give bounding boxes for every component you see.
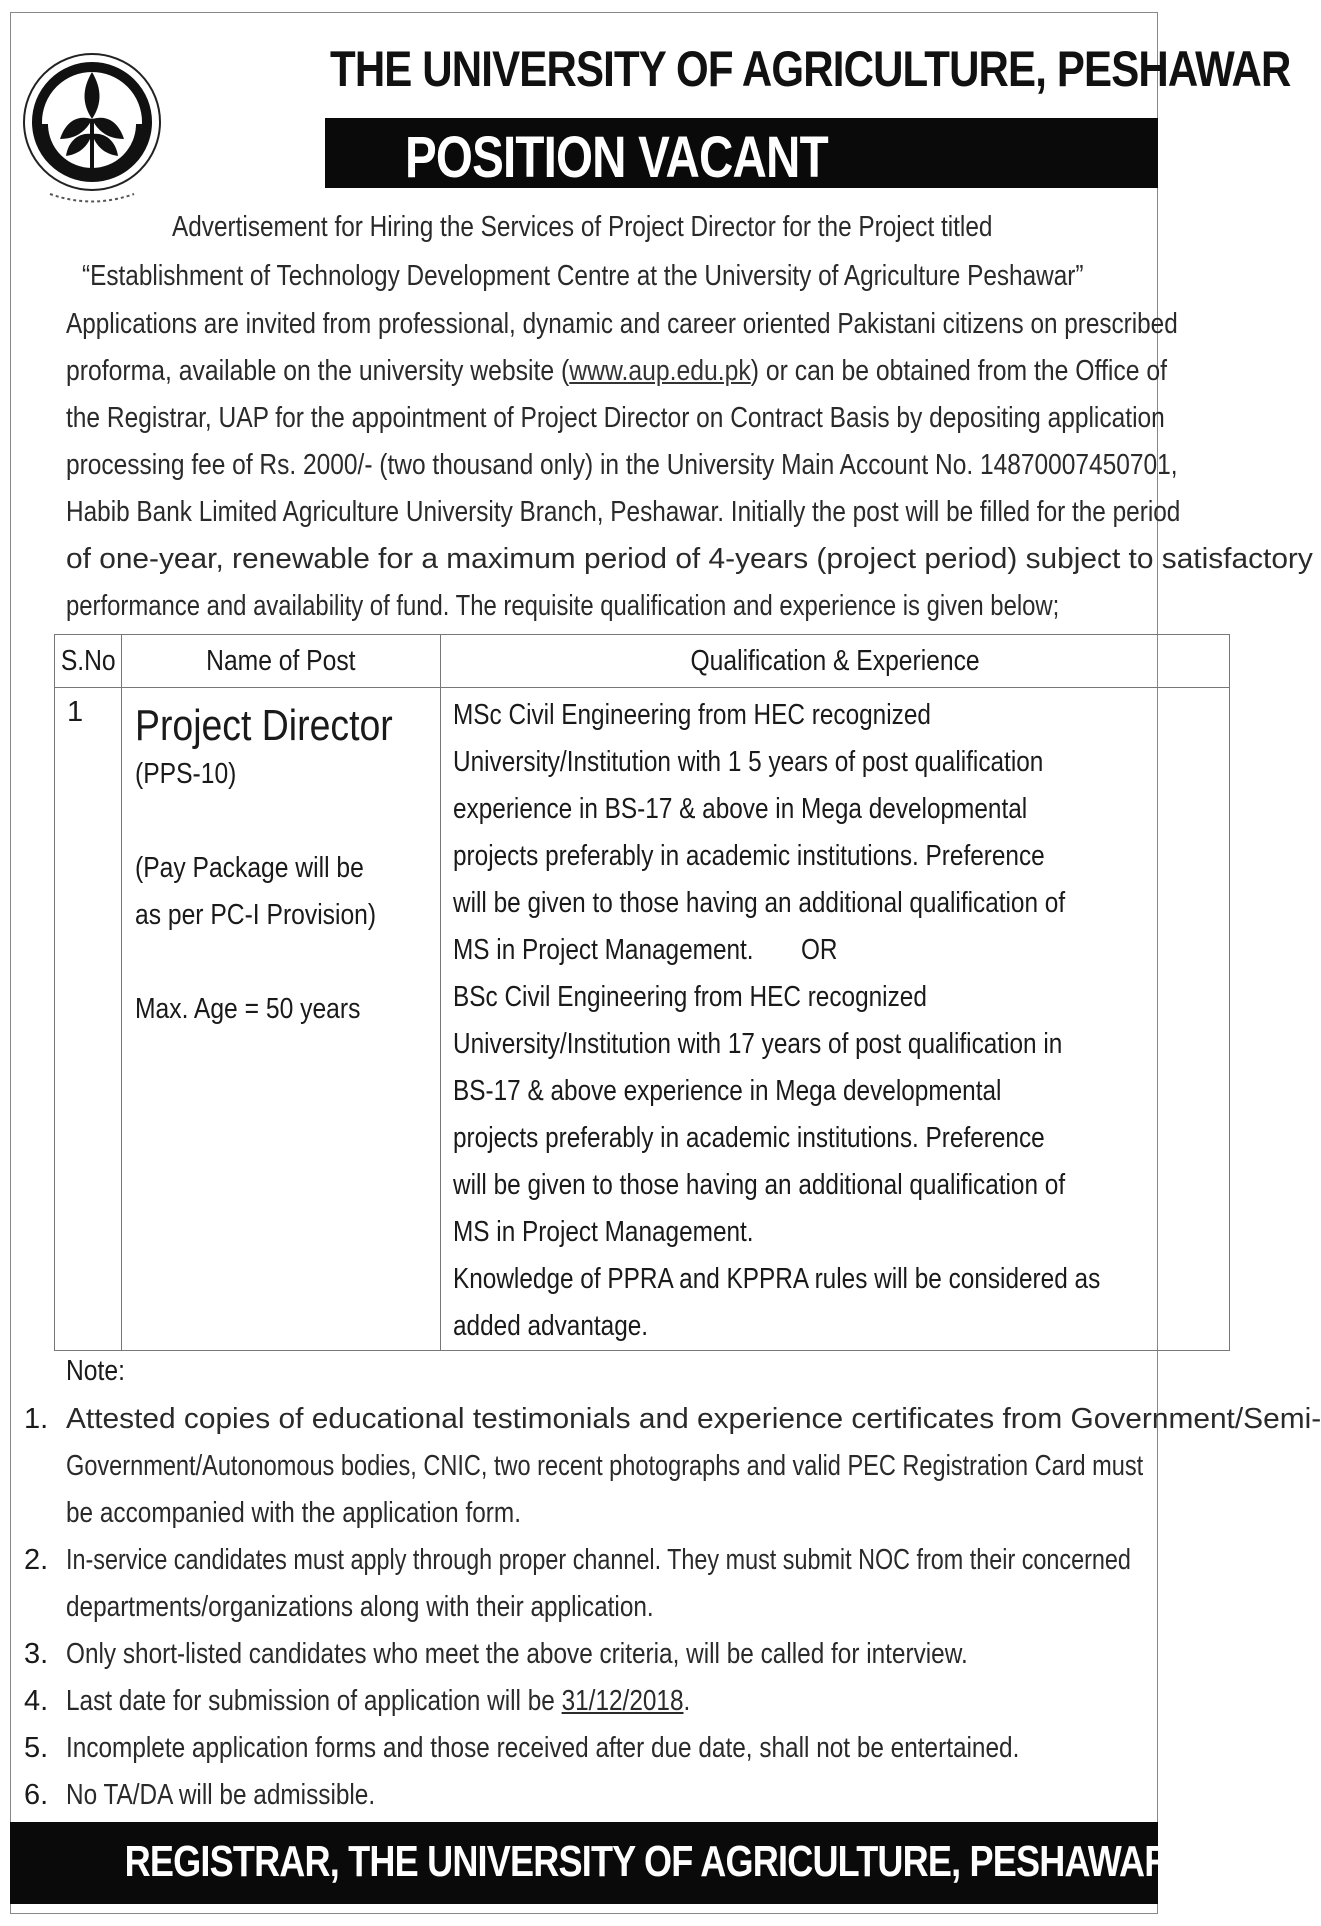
intro-para-line: of one-year, renewable for a maximum period of 4-years (project period) subject to satisfactory xyxy=(66,543,1313,575)
university-website-link[interactable]: www.aup.edu.pk xyxy=(569,355,751,387)
row-sno: 1 xyxy=(55,688,122,1351)
max-age: Max. Age = 50 years xyxy=(135,993,361,1025)
post-title: Project Director xyxy=(135,701,394,750)
footer-text: REGISTRAR, THE UNIVERSITY OF AGRICULTURE, PESHAWAR xyxy=(124,1837,1170,1886)
position-vacant-text: POSITION VACANT xyxy=(405,125,828,190)
qualification-line: projects preferably in academic institutions. Preference xyxy=(452,1122,1045,1154)
qualification-line: BS-17 & above experience in Mega developmental xyxy=(452,1075,1002,1107)
position-table xyxy=(54,634,1230,1351)
qualification-line: University/Institution with 17 years of post qualification in xyxy=(452,1028,1062,1060)
note-1-line-1: Attested copies of educational testimonials and experience certificates from Government/Semi- xyxy=(66,1403,1321,1435)
note-1-line-3: be accompanied with the application form. xyxy=(66,1497,521,1529)
intro-para-line: Applications are invited from professional, dynamic and career oriented Pakistani citizens on prescribed xyxy=(66,308,1178,340)
note-4-line-1: Last date for submission of application will be 31/12/2018. xyxy=(66,1685,691,1717)
note-2-line-2: departments/organizations along with their application. xyxy=(66,1591,654,1623)
qualification-line: University/Institution with 1 5 years of post qualification xyxy=(452,746,1044,778)
qualification-line: MS in Project Management. xyxy=(452,1216,754,1248)
row-qualification xyxy=(440,688,1230,1351)
note-number: 1. xyxy=(24,1403,49,1435)
note-number: 3. xyxy=(24,1638,49,1670)
header-post-name: Name of Post xyxy=(122,635,440,688)
footer-banner xyxy=(10,1822,1170,1904)
qualification-line: will be given to those having an additional qualification of xyxy=(452,887,1065,919)
qualification-line: MS in Project Management. OR xyxy=(452,934,838,966)
qualification-line: projects preferably in academic institutions. Preference xyxy=(452,840,1045,872)
university-title: THE UNIVERSITY OF AGRICULTURE, PESHAWAR xyxy=(330,41,1291,97)
note-heading: Note: xyxy=(66,1355,125,1387)
pay-package-line-2: as per PC-I Provision) xyxy=(135,899,377,931)
note-2-line-1: In-service candidates must apply through proper channel. They must submit NOC from their concerned xyxy=(66,1544,1131,1576)
note-number: 4. xyxy=(24,1685,49,1717)
intro-para-line: the Registrar, UAP for the appointment of Project Director on Contract Basis by depositing application xyxy=(66,402,1165,434)
qualification-line: added advantage. xyxy=(452,1310,648,1342)
note-3-line-1: Only short-listed candidates who meet the above criteria, will be called for interview. xyxy=(66,1638,968,1670)
header-sno: S.No xyxy=(55,635,122,688)
intro-para-line: performance and availability of fund. The requisite qualification and experience is given below; xyxy=(66,590,1060,622)
note-5-line-1: Incomplete application forms and those received after due date, shall not be entertained. xyxy=(66,1732,1020,1764)
university-seal-logo xyxy=(20,44,165,209)
post-scale: (PPS-10) xyxy=(135,758,237,790)
last-date: 31/12/2018 xyxy=(561,1685,684,1717)
qualification-line: Knowledge of PPRA and KPPRA rules will be considered as xyxy=(452,1263,1100,1295)
intro-para-line: proforma, available on the university website (www.aup.edu.pk) or can be obtained from the Office of xyxy=(66,355,1167,387)
note-number: 6. xyxy=(24,1779,49,1811)
qualification-line: experience in BS-17 & above in Mega developmental xyxy=(452,793,1027,825)
note-1-line-2: Government/Autonomous bodies, CNIC, two recent photographs and valid PEC Registration Card must xyxy=(66,1450,1144,1482)
table-header-row xyxy=(55,635,1230,688)
note-number: 5. xyxy=(24,1732,49,1764)
intro-para-line: processing fee of Rs. 2000/- (two thousand only) in the University Main Account No. 14870007450701, xyxy=(66,449,1178,481)
row-post xyxy=(122,688,440,1351)
qualification-line: BSc Civil Engineering from HEC recognized xyxy=(452,981,927,1013)
pay-package-line-1: (Pay Package will be xyxy=(135,852,365,884)
position-vacant-banner xyxy=(325,118,1158,188)
header-qualification: Qualification & Experience xyxy=(440,635,1230,688)
qualification-line: MSc Civil Engineering from HEC recognized xyxy=(452,699,931,731)
note-6-line-1: No TA/DA will be admissible. xyxy=(66,1779,376,1811)
intro-para-line: Habib Bank Limited Agriculture University Branch, Peshawar. Initially the post will be filled for the period xyxy=(66,496,1181,528)
qualification-line: will be given to those having an additional qualification of xyxy=(452,1169,1065,1201)
note-number: 2. xyxy=(24,1544,49,1576)
table-row xyxy=(55,688,1230,1351)
intro-line-1: Advertisement for Hiring the Services of Project Director for the Project titled xyxy=(172,211,993,243)
project-title: “Establishment of Technology Development Centre at the University of Agriculture Peshawar” xyxy=(82,260,1084,292)
